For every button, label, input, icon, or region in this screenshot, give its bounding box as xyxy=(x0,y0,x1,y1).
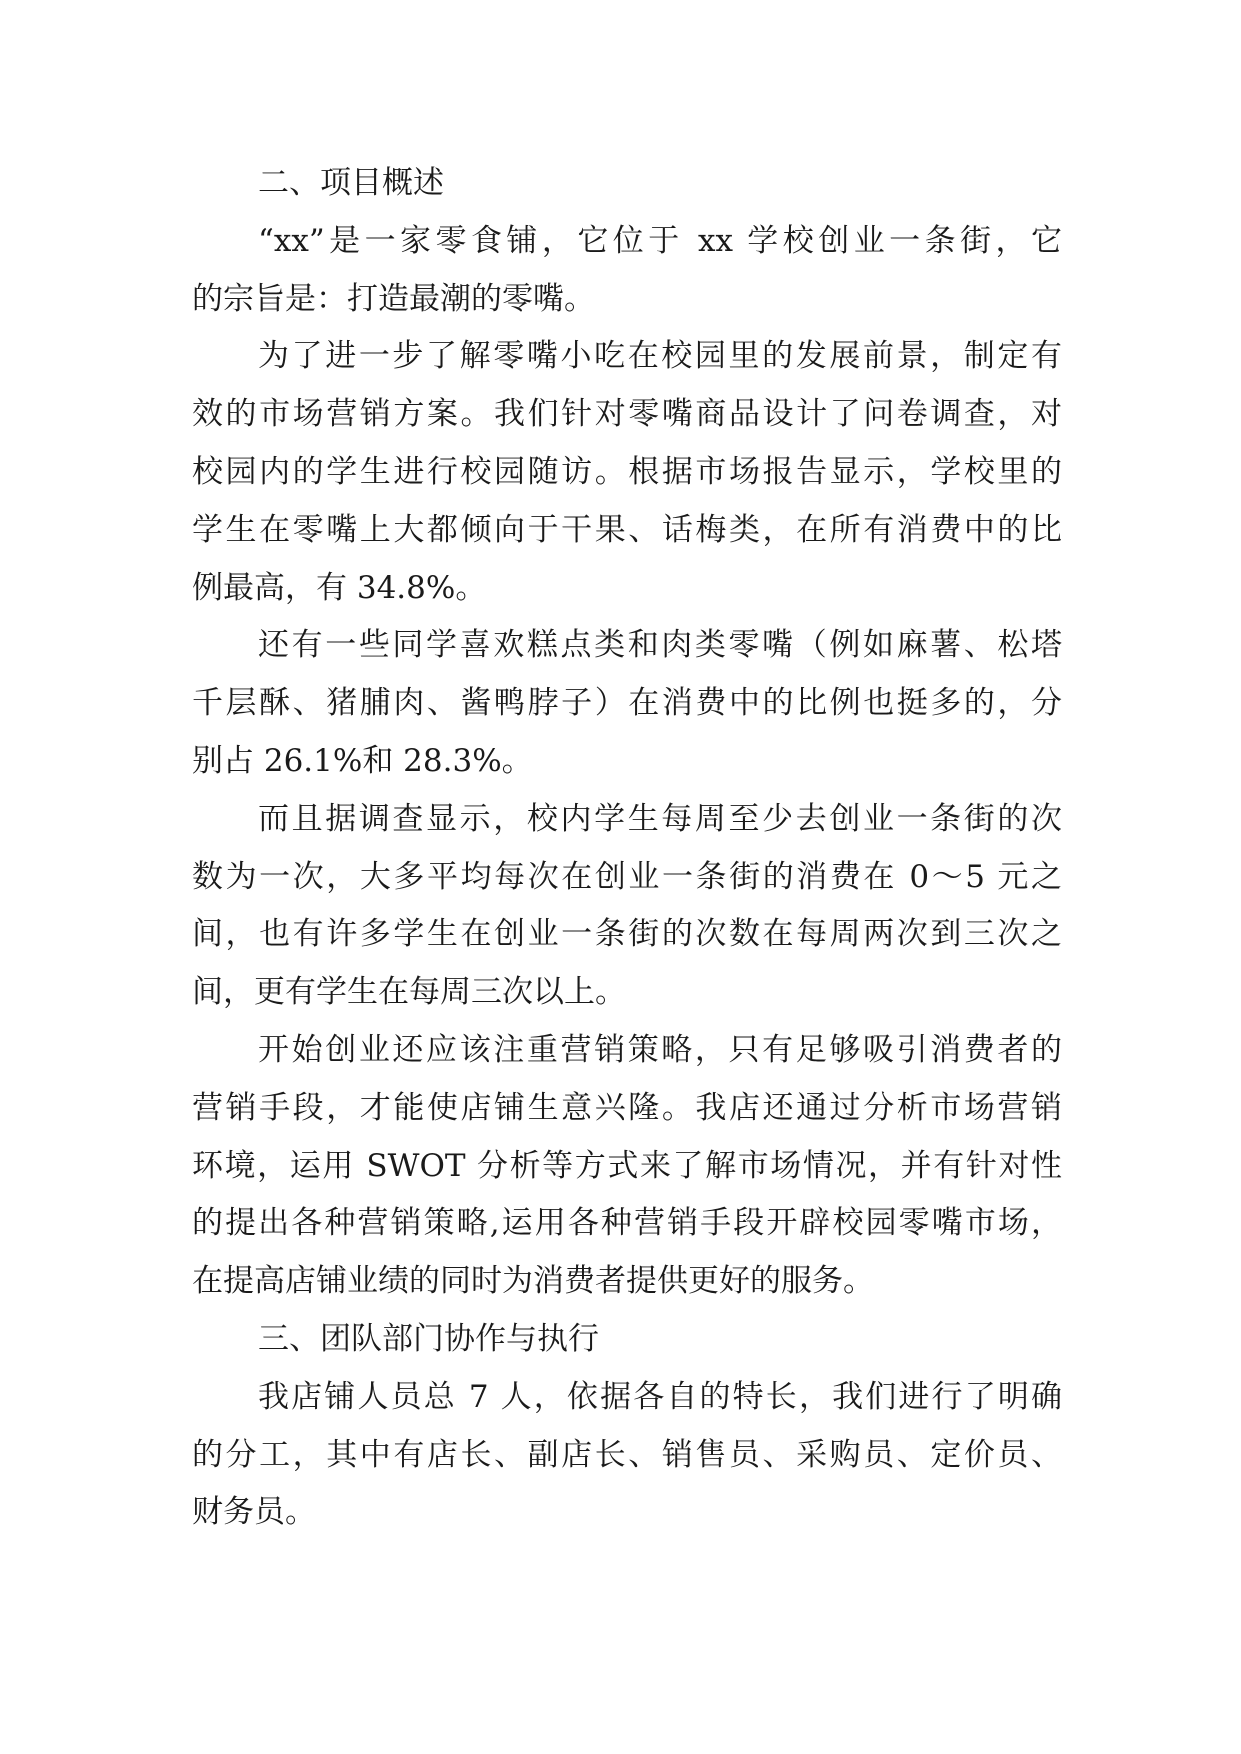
paragraph-line: 财务员。 xyxy=(192,1494,316,1531)
paragraph-line: 效的市场营销方案。我们针对零嘴商品设计了问卷调查，对 xyxy=(192,396,1062,433)
paragraph-line: 环境，运用 SWOT 分析等方式来了解市场情况，并有针对性 xyxy=(192,1147,1062,1184)
paragraph-line: 我店铺人员总 7 人，依据各自的特长，我们进行了明确 xyxy=(258,1378,1062,1415)
paragraph-line: 开始创业还应该注重营销策略，只有足够吸引消费者的 xyxy=(258,1031,1062,1068)
paragraph-line: 学生在零嘴上大都倾向于干果、话梅类，在所有消费中的比 xyxy=(192,511,1062,548)
paragraph-line: 例最高，有 34.8%。 xyxy=(192,569,487,606)
paragraph-line: 为了进一步了解零嘴小吃在校园里的发展前景，制定有 xyxy=(258,338,1062,375)
paragraph-line: 的宗旨是：打造最潮的零嘴。 xyxy=(192,280,595,317)
paragraph xyxy=(192,328,1062,617)
paragraph-line: 的分工，其中有店长、副店长、销售员、采购员、定价员、 xyxy=(192,1436,1062,1473)
paragraph-line: 间，也有许多学生在创业一条街的次数在每周两次到三次之 xyxy=(192,916,1062,953)
paragraph-line: 在提高店铺业绩的同时为消费者提供更好的服务。 xyxy=(192,1263,874,1300)
paragraph-line: 数为一次，大多平均每次在创业一条街的消费在 0～5 元之 xyxy=(192,858,1062,895)
paragraph-line: 而且据调查显示，校内学生每周至少去创业一条街的次 xyxy=(258,800,1062,837)
paragraph-line: 还有一些同学喜欢糕点类和肉类零嘴（例如麻薯、松塔 xyxy=(258,627,1062,664)
paragraph xyxy=(192,213,1062,329)
document-body xyxy=(192,155,1062,1542)
paragraph xyxy=(192,1369,1062,1542)
paragraph-line: 营销手段，才能使店铺生意兴隆。我店还通过分析市场营销 xyxy=(192,1089,1062,1126)
section-heading: 三、团队部门协作与执行 xyxy=(258,1320,599,1357)
section-heading: 二、项目概述 xyxy=(258,165,444,201)
paragraph xyxy=(192,791,1062,1022)
paragraph-line: 的提出各种营销策略,运用各种营销手段开辟校园零嘴市场， xyxy=(192,1205,1062,1242)
paragraph-line: 校园内的学生进行校园随访。根据市场报告显示，学校里的 xyxy=(192,453,1062,490)
paragraph-line: 别占 26.1%和 28.3%。 xyxy=(192,742,533,779)
paragraph-line: “xx”是一家零食铺，它位于 xx 学校创业一条街，它 xyxy=(258,222,1062,259)
paragraph xyxy=(192,617,1062,790)
paragraph-line: 千层酥、猪脯肉、酱鸭脖子）在消费中的比例也挺多的，分 xyxy=(192,685,1062,722)
paragraph xyxy=(192,1022,1062,1311)
paragraph-line: 间，更有学生在每周三次以上。 xyxy=(192,974,626,1011)
